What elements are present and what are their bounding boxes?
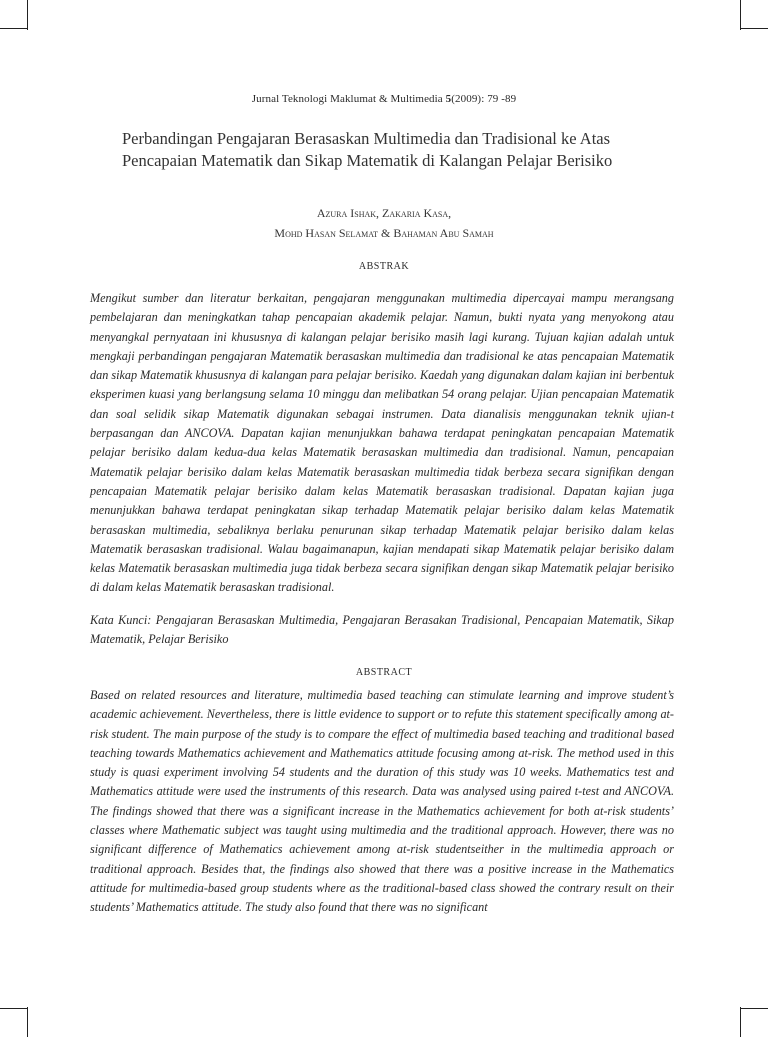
journal-name: Jurnal Teknologi Maklumat & Multimedia xyxy=(251,93,446,105)
crop-mark-top-left-h xyxy=(0,28,28,29)
journal-citation xyxy=(0,93,768,105)
crop-mark-bottom-left xyxy=(27,1007,28,1037)
crop-mark-top-right xyxy=(740,0,741,30)
author-line-1: Azura Ishak, Zakaria Kasa, xyxy=(316,206,452,220)
author-line-2: Mohd Hasan Selamat & Bahaman Abu Samah xyxy=(274,226,494,240)
abstract-heading: ABSTRACT xyxy=(355,667,413,678)
abstract-body: Based on related resources and literature, multimedia based teaching can stimulate learning and improve student’s academic achievement. Nevertheless, there is little evidence to support or to refute this statement specifically among at-risk student. The main purpose of the study is to compare the effect of multimedia based teaching and traditional based teaching towards Mathematics achievement and Mathematics attitude focusing among at-risk. The method used in this study is quasi experiment involving 54 students and the duration of this study was 10 weeks. Mathematics test and Mathematics attitude were used the instruments of this research. Data was analysed using paired t-test and ANCOVA. The findings showed that there was a significant increase in the Mathematics achievement for both at-risk students’ classes where Mathematic subject was taught using multimedia and the traditional approach. However, there was no significant difference of Mathematics achievement among at-risk studentseither in the multimedia approach or traditional approach. Besides that, the findings also showed that there was a positive increase in the Mathematics attitude for multimedia-based group students where as the traditional-based class showed the contrary result on their students’ Mathematics attitude. The study also found that there was no significant xyxy=(90,688,674,915)
crop-mark-bottom-right xyxy=(740,1007,741,1037)
author-list xyxy=(0,203,768,243)
journal-pages: (2009): 79 -89 xyxy=(451,93,517,105)
abstrak-body: Mengikut sumber dan literatur berkaitan, pengajaran menggunakan multimedia dipercayai mampu merangsang pembelajaran dan meningkatkan tahap pencapaian akademik pelajar. Namun, bukti nyata yang menyokong atau menyangkal pernyataan ini khususnya di kalangan pelajar berisiko masih lagi kurang. Tujuan kajian adalah untuk mengkaji perbandingan pengajaran Matematik berasaskan multimedia dan tradisional ke atas pencapaian Matematik dan sikap Matematik khususnya di kalangan para pelajar berisiko. Kaedah yang digunakan dalam kajian ini berbentuk eksperimen kuasi yang berlangsung selama 10 minggu dan melibatkan 54 orang pelajar. Ujian pencapaian Matematik dan soal selidik sikap Matematik digunakan sebagai instrumen. Data dianalisis menggunakan teknik ujian-t berpasangan dan ANCOVA. Dapatan kajian menunjukkan bahawa terdapat peningkatan pencapaian Matematik pelajar berisiko dalam kedua-dua kelas Matematik berasaskan multimedia dan tradisional. Namun, pencapaian Matematik pelajar berisiko dalam kelas Matematik berasaskan multimedia tidak berbeza secara signifikan dengan pencapaian Matematik pelajar berisiko dalam kelas Matematik berasaskan tradisional. Dapatan kajian juga menunjukkan bahawa terdapat peningkatan sikap terhadap Matematik pelajar berisiko dalam kelas Matematik berasaskan multimedia, sebaliknya berlaku penurunan sikap terhadap Matematik pelajar berisiko dalam kelas Matematik berasaskan tradisional. Walau bagaimanapun, kajian mendapati sikap Matematik pelajar berisiko dalam kelas Matematik berasaskan multimedia juga tidak berbeza secara signifikan dengan sikap Matematik pelajar berisiko di dalam kelas Matematik berasaskan tradisional. xyxy=(90,291,674,595)
crop-mark-top-right-h xyxy=(740,28,768,29)
crop-mark-bottom-right-h xyxy=(740,1008,768,1009)
paper-title: Perbandingan Pengajaran Berasaskan Multimedia dan Tradisional ke Atas Pencapaian Matematik dan Sikap Matematik di Kalangan Pelajar Berisiko xyxy=(122,129,613,170)
kata-kunci: Kata Kunci: Pengajaran Berasaskan Multimedia, Pengajaran Berasakan Tradisional, Pencapaian Matematik, Sikap Matematik, Pelajar Berisiko xyxy=(90,613,674,647)
abstrak-heading: ABSTRAK xyxy=(358,261,410,272)
crop-mark-top-left xyxy=(27,0,28,30)
crop-mark-bottom-left-h xyxy=(0,1008,28,1009)
journal-volume: 5 xyxy=(445,93,452,105)
